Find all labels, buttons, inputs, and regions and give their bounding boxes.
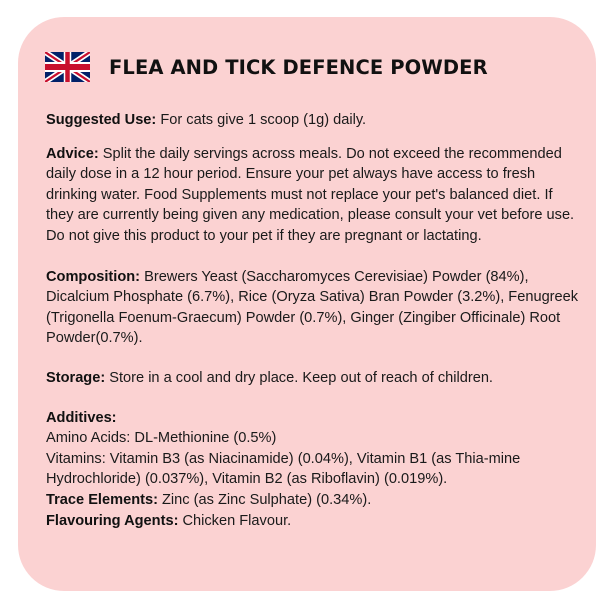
trace-elements-text: Zinc (as Zinc Sulphate) (0.34%). [157,491,372,508]
product-info-card [18,17,596,591]
trace-elements-line [46,490,581,511]
vitamins-line: Vitamins: Vitamin B3 (as Niacinamide) (0.04%), Vitamin B1 (as Thia-mine Hydrochloride) (0.037%), Vitamin B2 (as Riboflavin) (0.019%). [46,450,521,488]
header [45,52,488,82]
advice-text: Split the daily servings across meals. Do not exceed the recommended daily dose in a 12 hour period. Ensure your pet always have access to fresh drinking water. Food Supplements must not replace your pet's balanced diet. If they are currently being given any medication, please consult your vet before use. Do not give this product to your pet if they are pregnant or lactating. [46,145,575,244]
flavouring-agents-line [46,511,581,532]
flavouring-agents-label: Flavouring Agents: [46,512,179,529]
flavouring-agents-text: Chicken Flavour. [178,512,292,529]
additives-heading: Additives: [46,409,117,426]
advice-label: Advice: [46,145,99,162]
composition-label: Composition: [46,268,141,285]
composition-paragraph [46,267,581,349]
label-text [46,110,581,531]
composition-text: Brewers Yeast (Saccharomyces Cerevisiae) Powder (84%), Dicalcium Phosphate (6.7%), Rice (Oryza Sativa) Bran Powder (3.2%), Fenugreek (Trigonella Foenum-Graecum) Powder (0.7%), Ginger (Zingiber Officinale) Root Powder(0.7%). [46,268,579,347]
suggested-use-paragraph [46,110,581,131]
suggested-use-label: Suggested Use: [46,112,157,128]
advice-paragraph [46,144,581,247]
page-title: FLEA AND TICK DEFENCE POWDER [109,55,488,79]
storage-label: Storage: [46,369,106,386]
storage-text: Store in a cool and dry place. Keep out of reach of children. [105,369,493,386]
suggested-use-text: For cats give 1 scoop (1g) daily. [156,112,367,128]
storage-paragraph [46,368,581,389]
uk-flag-icon [45,52,90,82]
trace-elements-label: Trace Elements: [46,491,158,508]
amino-acids-line: Amino Acids: DL-Methionine (0.5%) [46,430,277,447]
